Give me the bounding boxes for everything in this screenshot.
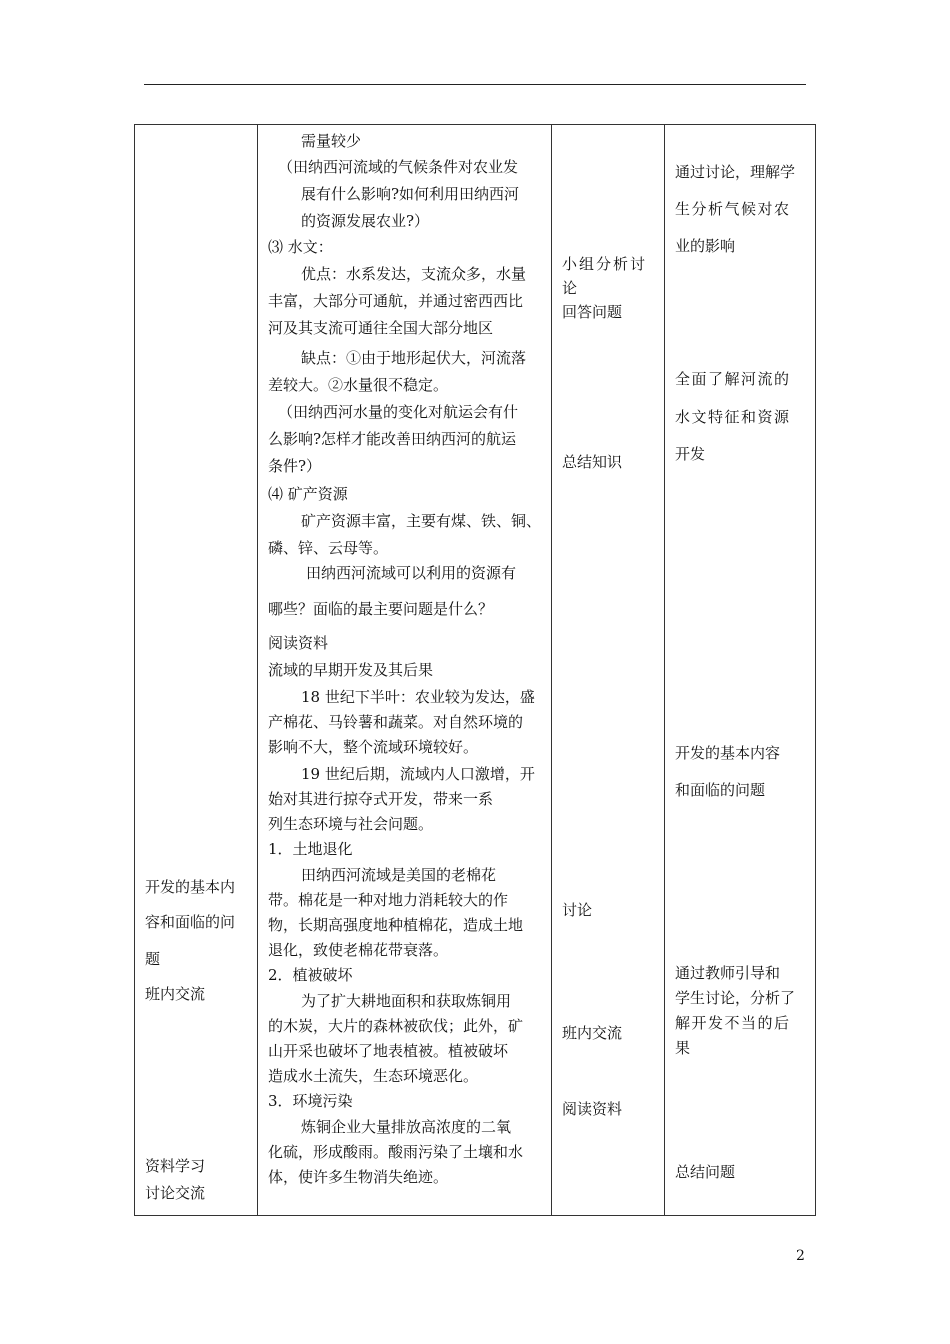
content-line: 的资源发展农业?） <box>301 212 430 230</box>
content-line: 优点：水系发达，支流众多，水量 <box>301 265 527 283</box>
col4-line: 水文特征和资源 <box>675 408 791 426</box>
col-content <box>258 125 552 1215</box>
col1-line: 资料学习 <box>145 1157 206 1175</box>
content-line: 展有什么影响?如何利用田纳西河 <box>301 185 520 203</box>
col4-line: 生分析气候对农 <box>675 200 791 218</box>
content-line: ⑶ 水文： <box>268 238 333 256</box>
col4-line: 通过讨论，理解学 <box>675 163 796 181</box>
col3-line: 小组分析讨 <box>562 255 648 273</box>
content-line: 田纳西河流域是美国的老棉花 <box>301 866 497 884</box>
content-line: 1．土地退化 <box>268 840 353 858</box>
col3-line: 回答问题 <box>562 303 623 321</box>
col4-line: 通过教师引导和 <box>675 964 781 982</box>
col1-line: 题 <box>145 950 161 968</box>
content-line: 物，长期高强度地种植棉花，造成土地 <box>268 916 524 934</box>
col4-line: 开发 <box>675 445 706 463</box>
col4-line: 学生讨论，分析了 <box>675 989 796 1007</box>
content-line: 哪些？面临的最主要问题是什么？ <box>268 600 494 618</box>
col-student-activity <box>552 125 665 1215</box>
content-line: 田纳西河流域可以利用的资源有 <box>306 564 517 582</box>
col3-line: 总结知识 <box>562 453 623 471</box>
content-line: 体，使许多生物消失绝迹。 <box>268 1168 449 1186</box>
content-line: 18 世纪下半叶：农业较为发达，盛 <box>301 688 535 706</box>
content-line: 矿产资源丰富，主要有煤、铁、铜、 <box>301 512 542 530</box>
content-line: 的木炭，大片的森林被砍伐；此外，矿 <box>268 1017 524 1035</box>
content-line: 河及其支流可通往全国大部分地区 <box>268 319 494 337</box>
col-design-intent <box>665 125 817 1215</box>
content-line: （田纳西河水量的变化对航运会有什 <box>278 403 519 421</box>
content-line: 阅读资料 <box>268 634 329 652</box>
col4-line: 全面了解河流的 <box>675 370 791 388</box>
col1-line: 开发的基本内 <box>145 878 236 896</box>
content-line: 磷、锌、云母等。 <box>268 539 389 557</box>
content-line: 山开采也破坏了地表植被。植被破坏 <box>268 1042 509 1060</box>
col1-line: 班内交流 <box>145 985 206 1003</box>
content-line: 缺点：①由于地形起伏大，河流落 <box>301 349 527 367</box>
col-activity <box>135 125 258 1215</box>
content-line: 为了扩大耕地面积和获取炼铜用 <box>301 992 512 1010</box>
col4-line: 果 <box>675 1039 691 1057</box>
content-line: 化硫，形成酸雨。酸雨污染了土壤和水 <box>268 1143 524 1161</box>
col4-line: 解开发不当的后 <box>675 1014 791 1032</box>
col3-line: 讨论 <box>562 901 593 919</box>
col4-line: 和面临的问题 <box>675 781 766 799</box>
content-line: 2．植被破坏 <box>268 966 353 984</box>
content-line: ⑷ 矿产资源 <box>268 485 348 503</box>
col1-line: 容和面临的问 <box>145 913 236 931</box>
content-line: 丰富，大部分可通航，并通过密西西比 <box>268 292 524 310</box>
page-number: 2 <box>796 1248 805 1264</box>
content-line: 列生态环境与社会问题。 <box>268 815 434 833</box>
content-line: 条件?） <box>268 457 322 475</box>
content-line: 造成水土流失，生态环境恶化。 <box>268 1067 479 1085</box>
header-rule <box>144 84 806 85</box>
content-line: 退化，致使老棉花带衰落。 <box>268 941 449 959</box>
content-line: 始对其进行掠夺式开发，带来一系 <box>268 790 494 808</box>
lesson-table <box>134 124 816 1216</box>
content-line: 产棉花、马铃薯和蔬菜。对自然环境的 <box>268 713 524 731</box>
content-line: 流域的早期开发及其后果 <box>268 661 434 679</box>
col3-line: 班内交流 <box>562 1024 623 1042</box>
col3-line: 论 <box>562 279 578 297</box>
content-line: 3．环境污染 <box>268 1092 353 1110</box>
content-line: 带。棉花是一种对地力消耗较大的作 <box>268 891 509 909</box>
col4-line: 业的影响 <box>675 237 736 255</box>
content-line: 影响不大，整个流域环境较好。 <box>268 738 479 756</box>
col4-line: 开发的基本内容 <box>675 744 781 762</box>
content-line: 么影响?怎样才能改善田纳西河的航运 <box>268 430 517 448</box>
col1-line: 讨论交流 <box>145 1184 206 1202</box>
col3-line: 阅读资料 <box>562 1100 623 1118</box>
content-line: 19 世纪后期，流域内人口激增，开 <box>301 765 535 783</box>
content-line: 炼铜企业大量排放高浓度的二氧 <box>301 1118 512 1136</box>
content-line: 需量较少 <box>301 132 362 150</box>
col4-line: 总结问题 <box>675 1163 736 1181</box>
content-line: 差较大。②水量很不稳定。 <box>268 376 449 394</box>
content-line: （田纳西河流域的气候条件对农业发 <box>278 158 519 176</box>
